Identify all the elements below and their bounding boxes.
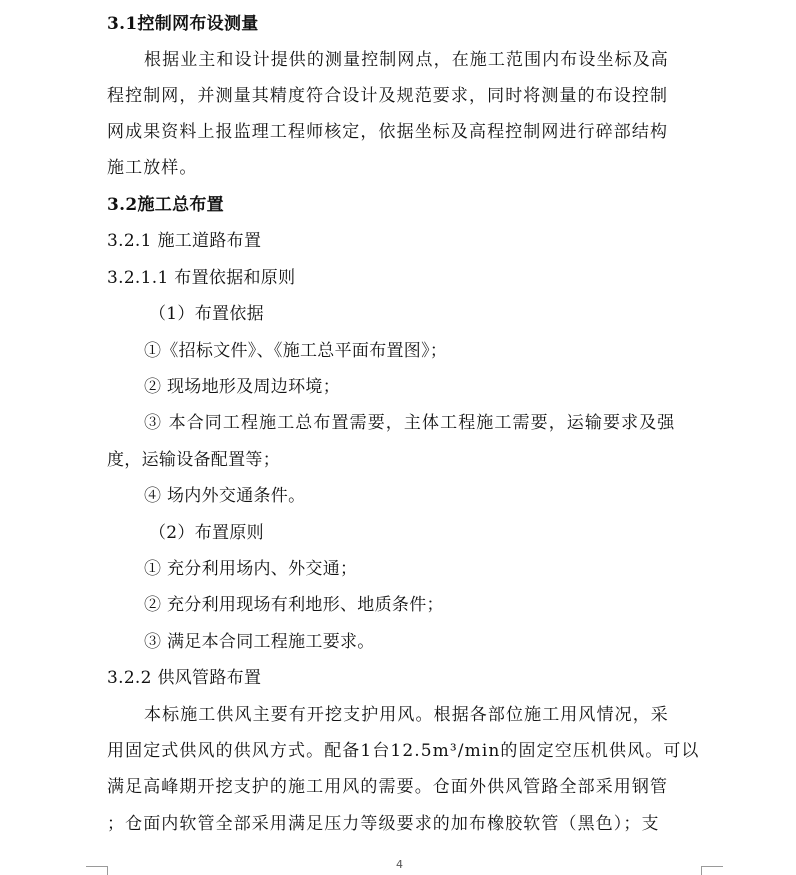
crop-mark-left	[86, 866, 108, 867]
basis-item: ② 现场地形及周边环境；	[144, 377, 341, 397]
basis-item: ④ 场内外交通条件。	[144, 486, 306, 506]
paragraph-line: 根据业主和设计提供的测量控制网点，在施工范围内布设坐标及高	[144, 50, 669, 70]
subsection-3-2-2-heading: 3.2.2 供风管路布置	[107, 668, 262, 688]
crop-mark-right	[701, 866, 723, 867]
paragraph-line: 施工放样。	[107, 158, 198, 178]
section-3-2-heading: 3.2施工总布置	[107, 195, 224, 215]
principle-item: ① 充分利用场内、外交通；	[144, 559, 358, 579]
section-3-1-heading: 3.1控制网布设测量	[107, 14, 259, 34]
paragraph-line: 用固定式供风的供风方式。配备1台12.5m³/min的固定空压机供风。可以	[107, 741, 700, 761]
crop-mark-right-vertical	[701, 866, 702, 875]
basis-item-continuation: 度，运输设备配置等；	[107, 450, 280, 470]
page-number: 4	[396, 858, 403, 871]
paragraph-line: 本标施工供风主要有开挖支护用风。根据各部位施工用风情况，采	[144, 705, 669, 725]
subsection-3-2-1-1-heading: 3.2.1.1 布置依据和原则	[107, 268, 296, 288]
paragraph-line: 满足高峰期开挖支护的施工用风的需要。仓面外供风管路全部采用钢管	[107, 777, 669, 797]
crop-mark-left-vertical	[107, 866, 108, 875]
basis-item: ③ 本合同工程施工总布置需要，主体工程施工需要，运输要求及强	[144, 413, 676, 433]
principle-title: （2）布置原则	[149, 523, 264, 543]
principle-item: ② 充分利用现场有利地形、地质条件；	[144, 595, 444, 615]
principle-item: ③ 满足本合同工程施工要求。	[144, 632, 375, 652]
subsection-3-2-1-heading: 3.2.1 施工道路布置	[107, 231, 262, 251]
basis-title: （1）布置依据	[149, 304, 264, 324]
paragraph-line: 程控制网，并测量其精度符合设计及规范要求，同时将测量的布设控制	[107, 86, 669, 106]
paragraph-line: ；仓面内软管全部采用满足压力等级要求的加布橡胶软管（黑色）；支	[107, 814, 660, 834]
paragraph-line: 网成果资料上报监理工程师核定，依据坐标及高程控制网进行碎部结构	[107, 122, 669, 142]
basis-item: ①《招标文件》、《施工总平面布置图》；	[144, 341, 448, 361]
